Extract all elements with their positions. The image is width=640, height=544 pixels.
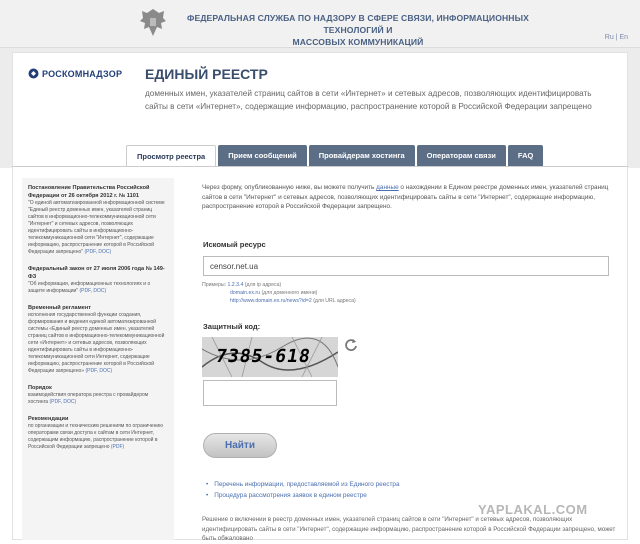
intro-text-part: о нахождении в Едином реестре доменных имен, указателей страниц сайтов в сети "Интернет" и сетевых адресов, позволяющих идентифицировать сайты в сети "Интернет", содержащие информацию, распространение которой в Российской Федерации запрещено. bbox=[202, 184, 609, 210]
tab-view-registry[interactable]: Просмотр реестра bbox=[126, 145, 216, 166]
watermark: YAPLAKAL.COM bbox=[478, 502, 588, 517]
captcha-image bbox=[202, 337, 338, 377]
sidebar-doc-links[interactable]: (PDF, DOC) bbox=[49, 399, 77, 405]
tab-receive-messages[interactable]: Прием сообщений bbox=[218, 145, 307, 166]
agency-line-1: ФЕДЕРАЛЬНАЯ СЛУЖБА ПО НАДЗОРУ В СФЕРЕ СВЯЗИ, ИНФОРМАЦИОННЫХ ТЕХНОЛОГИЙ И bbox=[187, 13, 529, 35]
sidebar bbox=[22, 178, 174, 540]
sidebar-section-title: Временный регламент bbox=[28, 305, 92, 311]
search-button[interactable]: Найти bbox=[203, 433, 277, 458]
refresh-icon[interactable] bbox=[344, 338, 358, 352]
example-value: 1.2.3.4 bbox=[227, 282, 244, 288]
registry-title: ЕДИНЫЙ РЕЕСТР bbox=[145, 66, 268, 82]
sidebar-section-text: исполнения государственной функции создания, формирования и ведения единой автоматизированной системы «Единый реестр доменных имен, указателей страниц сайтов в информационно-телекоммуникационной сети «Интернет» и сетевых адресов, позволяющих идентифицировать сайты в информационно-телекоммуникационной сети Интернет, содержащие информацию, распространение которой в Российской Федерации запрещено» bbox=[28, 312, 165, 374]
sidebar-section-title: Порядок bbox=[28, 385, 52, 391]
sidebar-section-text: "Об информации, информационных технологиях и о защите информации" bbox=[28, 281, 151, 294]
tab-bar bbox=[126, 145, 543, 166]
examples-label: Примеры: bbox=[202, 282, 227, 288]
sidebar-section bbox=[28, 415, 168, 451]
sidebar-doc-links[interactable]: (PDF, DOC) bbox=[84, 249, 112, 255]
registry-subtitle: доменных имен, указателей страниц сайтов в сети «Интернет» и сетевых адресов, позволяющих идентифицировать сайты в сети «Интернет», содержащие информацию, распространение которой в Российской Федерации запрещено bbox=[145, 89, 592, 111]
sidebar-section-text: по организации и техническим решениям по ограничению операторами связи доступа к сайтам в сети Интернет, содержащим информацию, распространение которой в Российской Федерации запрещено bbox=[28, 423, 163, 450]
tab-faq[interactable]: FAQ bbox=[508, 145, 543, 166]
logo-text: РОСКОМНАДЗОР bbox=[42, 68, 123, 79]
sidebar-section-text: взаимодействия оператора реестра с провайдером хостинга bbox=[28, 392, 149, 405]
sidebar-doc-links[interactable]: (PDF, DOC) bbox=[85, 368, 113, 374]
examples bbox=[202, 282, 356, 305]
tab-telecom-operators[interactable]: Операторам связи bbox=[417, 145, 506, 166]
agency-line-2: МАССОВЫХ КОММУНИКАЦИЙ bbox=[292, 37, 424, 47]
tab-hosting-providers[interactable]: Провайдерам хостинга bbox=[309, 145, 415, 166]
coat-of-arms-icon bbox=[138, 6, 168, 40]
language-switch[interactable]: Ru | En bbox=[604, 34, 628, 41]
example-value: http://www.domain.ex.ru/news?id=2 bbox=[230, 297, 312, 304]
sidebar-doc-links[interactable]: (PDF) bbox=[110, 444, 125, 450]
data-link[interactable]: данные bbox=[376, 184, 399, 191]
sidebar-section bbox=[28, 265, 168, 295]
sidebar-section bbox=[28, 304, 168, 375]
main-content bbox=[202, 183, 620, 212]
captcha-text: 7385-618 bbox=[214, 346, 313, 367]
info-link[interactable]: • Процедура рассмотрения заявок в едином реестре bbox=[206, 490, 400, 501]
resource-label: Искомый ресурс bbox=[203, 240, 266, 249]
example-note: (для доменного имени) bbox=[261, 289, 318, 296]
sidebar-section-text: "О единой автоматизированной информационной системе "Единый реестр доменных имен, указателей страниц сайтов в информационно-телекоммуникационной сети "Интернет" и сетевых адресов, позволяющих идентифицировать сайты в информационно-телекоммуникационной сети "Интернет", содержащие информацию, распространение которой в Российской Федерации запрещено" bbox=[28, 200, 165, 255]
sidebar-section-title: Постановление Правительства Российской Федерации от 26 октября 2012 г. № 1101 bbox=[28, 185, 150, 199]
rkn-logo-icon bbox=[28, 68, 39, 79]
sidebar-doc-links[interactable]: (PDF, DOC) bbox=[79, 288, 107, 294]
bottom-text: Решение о включении в реестр доменных имен, указателей страниц сайтов в сети "Интернет" и сетевых адресов, позволяющих идентифицировать сайты в сети "Интернет", содержащие информацию, распространение которой в Российской Федерации запрещено, может быть обжаловано bbox=[202, 516, 616, 542]
info-link[interactable]: • Перечень информации, предоставляемой из Единого реестра bbox=[206, 479, 400, 490]
tab-divider bbox=[12, 166, 628, 167]
top-bar bbox=[0, 0, 640, 48]
resource-input[interactable]: censor.net.ua bbox=[203, 256, 609, 276]
example-value: domain.ex.ru bbox=[230, 289, 260, 296]
sidebar-section bbox=[28, 384, 168, 406]
sidebar-section-title: Рекомендации bbox=[28, 416, 69, 422]
captcha-label: Защитный код: bbox=[203, 322, 261, 331]
intro-text-part: Через форму, опубликованную ниже, вы можете получить bbox=[202, 184, 377, 191]
example-note: (для URL адреса) bbox=[313, 297, 356, 304]
rkn-logo[interactable] bbox=[28, 68, 122, 79]
sidebar-section-title: Федеральный закон от 27 июля 2006 года № 149-ФЗ bbox=[28, 266, 165, 280]
intro-text bbox=[202, 183, 620, 212]
captcha-input[interactable] bbox=[203, 380, 337, 406]
example-note: (для ip адреса) bbox=[244, 282, 282, 288]
sidebar-section bbox=[28, 184, 168, 256]
agency-title bbox=[178, 12, 538, 48]
info-links bbox=[206, 479, 400, 501]
